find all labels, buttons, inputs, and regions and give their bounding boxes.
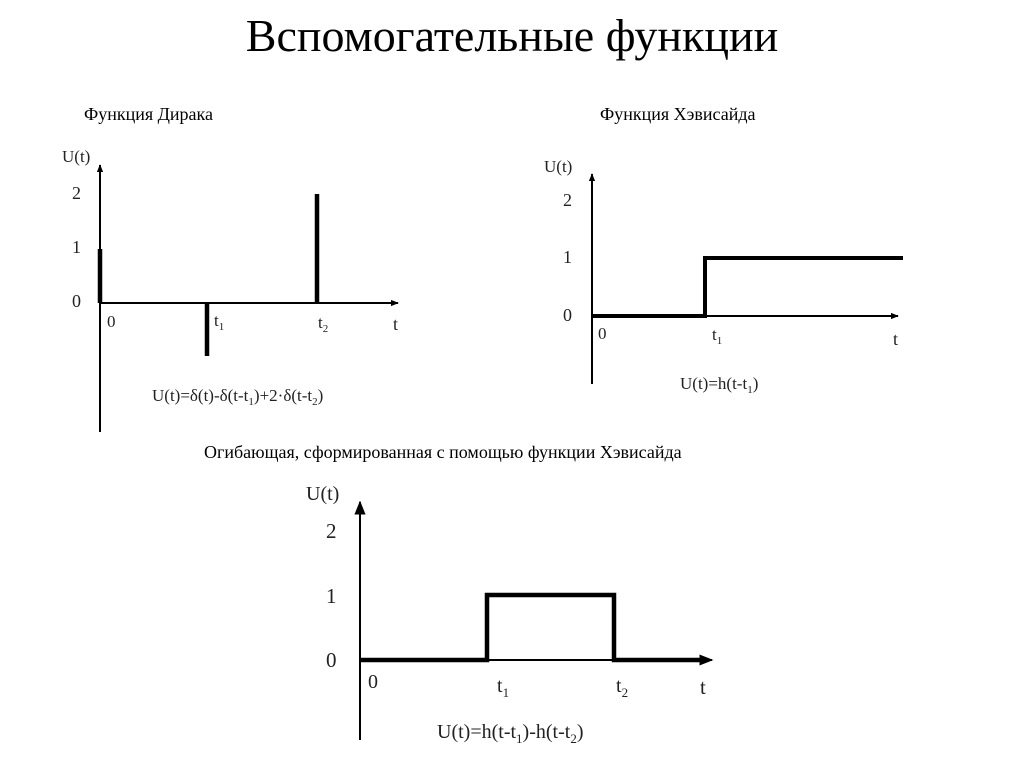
heaviside-formula: $U(t)=h(t-t_1)$ (680, 374, 759, 396)
envelope-t2-label: $t_2$ (616, 675, 629, 700)
dirac-t1-label: $t_1$ (214, 311, 225, 333)
dirac-plot (62, 147, 398, 432)
heaviside-y-label: U(t) (544, 157, 573, 176)
heaviside-origin-label: 0 (598, 324, 607, 343)
heaviside-caption: Функция Хэвисайда (600, 104, 756, 124)
envelope-formula: $U(t)=h(t-t_1)-h(t-t_2)$ (437, 721, 584, 746)
envelope-pulse-signal (360, 595, 700, 660)
dirac-t2-sub: 2 (322, 323, 329, 335)
heaviside-tick-1: 1 (563, 247, 572, 267)
heaviside-tick-0: 0 (563, 305, 572, 325)
heaviside-plot (544, 157, 903, 396)
envelope-t1-label: $t_1$ (497, 675, 510, 700)
dirac-x-label: t (393, 314, 399, 334)
heaviside-t1-label: $t_1$ (712, 325, 723, 347)
envelope-origin-label: 0 (368, 671, 378, 693)
dirac-tick-0: 0 (72, 291, 81, 311)
page-title: Вспомогательные функции (245, 10, 779, 61)
envelope-tick-2: 2 (326, 519, 337, 543)
dirac-origin-label: 0 (107, 312, 116, 331)
envelope-t1-sub: 1 (502, 685, 510, 700)
dirac-t2-label: $t_2$ (318, 313, 329, 335)
dirac-t1-sub: 1 (218, 321, 225, 333)
envelope-caption: Огибающая, сформированная с помощью функции Хэвисайда (204, 442, 682, 462)
envelope-tick-0: 0 (326, 648, 337, 672)
envelope-plot (306, 483, 712, 746)
heaviside-x-label: t (893, 329, 899, 349)
envelope-t2-sub: 2 (621, 685, 629, 700)
envelope-x-label: t (700, 675, 706, 699)
heaviside-step-signal (592, 258, 903, 316)
dirac-tick-2: 2 (72, 183, 81, 203)
heaviside-t1-sub: 1 (716, 335, 723, 347)
envelope-y-label: U(t) (306, 483, 340, 505)
heaviside-tick-2: 2 (563, 190, 572, 210)
dirac-formula: $U(t)=\delta(t)-\delta(t-t_1)+2\cdot\delta(t-t_2)$ (152, 386, 324, 408)
envelope-tick-1: 1 (326, 584, 337, 608)
dirac-caption: Функция Дирака (84, 104, 214, 124)
dirac-y-label: U(t) (62, 147, 91, 166)
dirac-tick-1: 1 (72, 237, 81, 257)
